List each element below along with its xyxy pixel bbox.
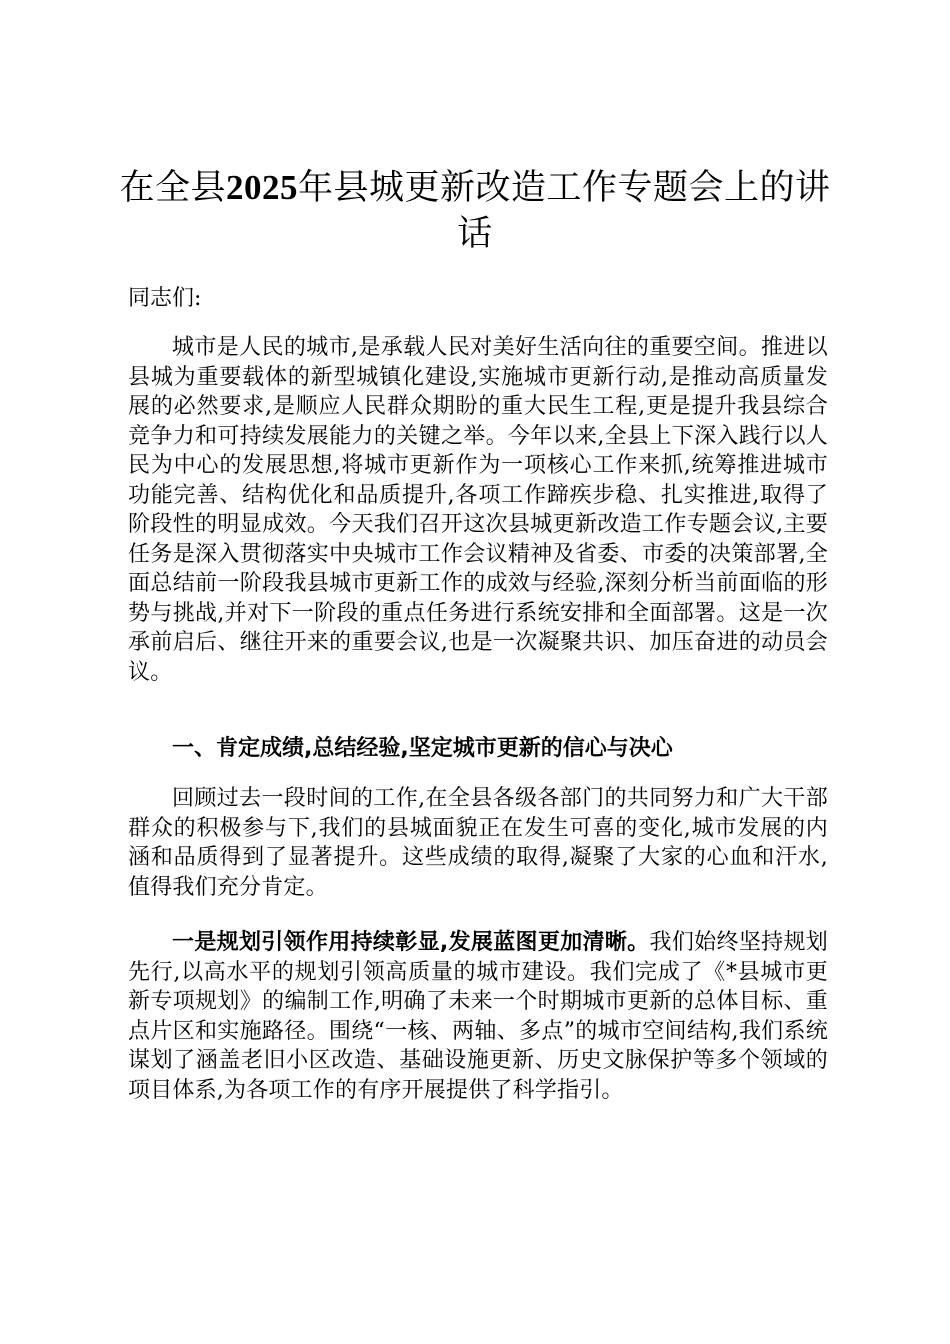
paragraph-lead-sentence: 一是规划引领作用持续彰显,发展蓝图更加清晰。 (172, 930, 650, 955)
paragraph-review: 回顾过去一段时间的工作,在全县各级各部门的共同努力和广大干部群众的积极参与下,我们的县城面貌正在发生可喜的变化,城市发展的内涵和品质得到了显著提升。这些成绩的取得,凝聚了大家的心血和汗水,值得我们充分肯定。 (128, 786, 828, 900)
salutation: 同志们: (128, 286, 202, 311)
paragraph-planning (128, 928, 828, 1105)
title-suffix: 年县城更新改造工作专题会上的讲话 (298, 168, 831, 254)
paragraph-intro: 城市是人民的城市,是承载人民对美好生活向往的重要空间。推进以县城为重要载体的新型城镇化建设,实施城市更新行动,是推动高质量发展的必然要求,是顺应人民群众期盼的重大民生工程,更是提升我县综合竞争力和可持续发展能力的关键之举。今年以来,全县上下深入践行以人民为中心的发展思想,将城市更新作为一项核心工作来抓,统筹推进城市功能完善、结构优化和品质提升,各项工作蹄疾步稳、扎实推进,取得了阶段性的明显成效。今天我们召开这次县城更新改造工作专题会议,主要任务是深入贯彻落实中央城市工作会议精神及省委、市委的决策部署,全面总结前一阶段我县城市更新工作的成效与经验,深刻分析当前面临的形势与挑战,并对下一阶段的重点任务进行系统安排和全面部署。这是一次承前启后、继往开来的重要会议,也是一次凝聚共识、加压奋进的动员会议。 (128, 335, 828, 685)
paragraph-body: 我们始终坚持规划先行,以高水平的规划引领高质量的城市建设。我们完成了《*县城市更新专项规划》的编制工作,明确了未来一个时期城市更新的总体目标、重点片区和实施路径。围绕“一核、两轴、多点”的城市空间结构,我们系统谋划了涵盖老旧小区改造、基础设施更新、历史文脉保护等多个领域的项目体系,为各项工作的有序开展提供了科学指引。 (128, 930, 828, 1103)
title-prefix: 在全县 (119, 168, 226, 208)
section-heading-1: 一、肯定成绩,总结经验,坚定城市更新的信心与决心 (172, 736, 673, 761)
document-title (118, 165, 832, 257)
title-year: 2025 (226, 168, 298, 207)
